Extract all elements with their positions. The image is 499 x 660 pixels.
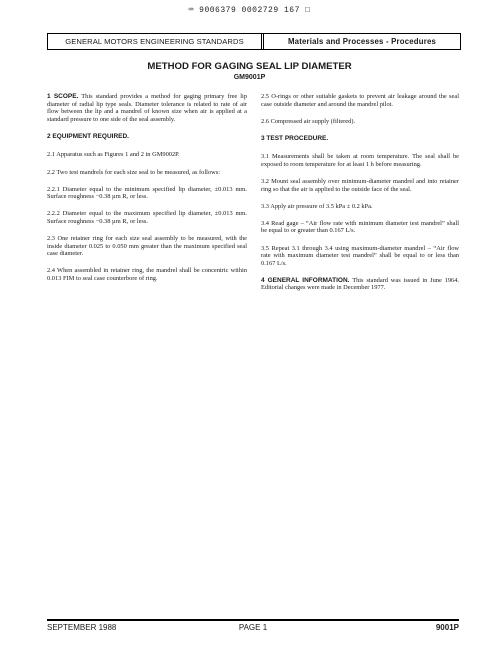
section-scope [47, 93, 247, 123]
paragraph-3-2: 3.2 Mount seal assembly over minimum-diameter mandrel and into retainer ring so that the air is applied to the outside face of the seal. [261, 178, 459, 193]
paragraph-2-3: 2.3 One retainer ring for each size seal assembly to be measured, with the inside diameter 0.025 to 0.050 mm greater than the maximum specified seal case diameter. [47, 235, 247, 258]
document-code: GM9001P [233, 74, 266, 81]
paragraph-2-2: 2.2 Two test mandrels for each size seal to be measured, as follows: [47, 168, 220, 176]
paragraph-3-1: 3.1 Measurements shall be taken at room temperature. The seal shall be exposed to room temperature for at least 1 h before measuring. [261, 153, 459, 168]
footer-date: SEPTEMBER 1988 [47, 623, 117, 632]
page-footer [47, 623, 459, 635]
section-general-information [261, 277, 459, 292]
right-column [261, 93, 459, 302]
footer-page-number: PAGE 1 [238, 623, 268, 632]
header-category: Materials and Processes - Procedures [261, 34, 460, 49]
paragraph-2-4: 2.4 When assembled in retainer ring, the mandrel shall be concentric within 0.013 FIM to seal case counterbore of ring. [47, 267, 247, 282]
paragraph: This standard provides a method for gaging primary free lip diameter of radial lip type seals. Diameter tolerance is related to rate of air flow between the lip and a mandrel of known size when air is applied at a standard pressure to one side of the seal assembly. [47, 93, 248, 123]
section-heading: 4 GENERAL INFORMATION. [261, 276, 350, 284]
paragraph-2-2-1: 2.2.1 Diameter equal to the minimum specified lip diameter, ±0.013 mm. Surface roughness −0.38 µm Rₐ or less. [47, 185, 247, 201]
footer-document-code: 9001P [435, 623, 459, 632]
paragraph-3-5: 3.5 Repeat 3.1 through 3.4 using maximum-diameter mandrel – “Air flow rate with maximum diameter test mandrel” shall be equal to or less than 0.167 L/s. [261, 244, 459, 267]
paragraph-2-2-2: 2.2.2 Diameter equal to the maximum specified lip diameter, ±0.013 mm. Surface roughness −0.38 µm Rₐ or less. [47, 210, 247, 225]
paragraph-2-6: 2.6 Compressed air supply (filtered). [261, 117, 356, 125]
paragraph-3-4: 3.4 Read gage – “Air flow rate with minimum diameter test mandrel” shall be equal to or greater than 0.167 L/s. [261, 219, 459, 235]
barcode-strip: ⌨ 9006379 0002729 167 □ [188, 6, 311, 15]
section-heading: 1 SCOPE. [47, 93, 79, 100]
footer-divider [47, 619, 459, 621]
paragraph-2-5: 2.5 O-rings or other suitable gaskets to prevent air leakage around the seal case outside diameter and around the mandrel pilot. [261, 93, 459, 108]
standards-header [47, 33, 461, 50]
document-title: METHOD FOR GAGING SEAL LIP DIAMETER [147, 61, 352, 72]
paragraph: This standard was issued in June 1964. Editorial changes were made in December 1977. [261, 276, 460, 292]
section-heading-test-procedure: 3 TEST PROCEDURE. [261, 134, 329, 142]
section-heading-equipment: 2 EQUIPMENT REQUIRED. [47, 132, 129, 140]
left-column [47, 93, 247, 292]
header-organization: GENERAL MOTORS ENGINEERING STANDARDS [65, 37, 244, 46]
paragraph-3-3: 3.3 Apply air pressure of 3.5 kPa ± 0.2 kPa. [261, 202, 373, 210]
paragraph-2-1: 2.1 Apparatus such as Figures 1 and 2 in GM9002P. [47, 151, 180, 159]
